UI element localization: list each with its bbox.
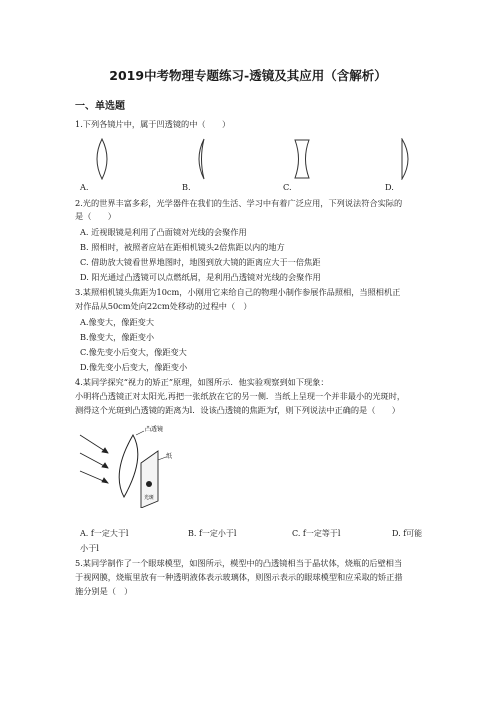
q2-option-b[interactable]: B. 照相时，被照者应站在距相机镜头2倍焦距以内的地方 xyxy=(80,242,285,252)
q4-option-b[interactable]: B. f一定小于l xyxy=(188,529,237,538)
question-4-stem-line2: 小明将凸透镜正对太阳光,再把一张纸放在它的另一侧．当纸上呈现一个并非最小的光斑时， xyxy=(75,391,406,401)
q1-option-c[interactable]: C. xyxy=(283,182,292,192)
q4-option-d[interactable]: D. f可能 xyxy=(392,529,423,538)
q3-option-c[interactable]: C.像先变小后变大，像距变大 xyxy=(80,347,187,357)
question-5-stem-line3: 施分别是（ ） xyxy=(75,586,133,596)
question-3-stem-line2: 对作品从50cm处向22cm处移动的过程中（ ） xyxy=(75,301,252,311)
figure-label-lens: 凸透镜 xyxy=(145,426,164,433)
plano-convex-lens-icon xyxy=(392,138,416,180)
meniscus-lens-icon xyxy=(190,138,214,180)
document-title: 2019中考物理专题练习-透镜及其应用（含解析） xyxy=(109,68,387,83)
question-5-stem-line1: 5.某同学制作了一个眼球模型，如图所示，模型中的凸透镜相当于晶状体，烧瓶的后壁相当 xyxy=(75,558,403,568)
q1-option-a[interactable]: A. xyxy=(80,182,89,192)
question-3-stem-line1: 3.某照相机镜头焦距为10cm，小刚用它来给自己的物理小制作参展作品照相，当照相机正 xyxy=(75,287,401,297)
q2-option-a[interactable]: A. 近视眼镜是利用了凸面镜对光线的会聚作用 xyxy=(80,227,247,237)
q3-option-b[interactable]: B.像变大，像距变小 xyxy=(80,332,155,342)
q2-option-c[interactable]: C. 借助放大镜看世界地图时，地图到放大镜的距离应大于一倍焦距 xyxy=(80,257,321,267)
biconcave-lens-icon xyxy=(290,138,314,180)
q3-option-d[interactable]: D.像先变小后变大，像距变小 xyxy=(80,362,188,372)
section-heading: 一、单选题 xyxy=(75,101,125,112)
question-2-stem-line1: 2.光的世界丰富多彩，光学器件在我们的生活、学习中有着广泛应用，下列说法符合实际的 xyxy=(75,198,403,208)
q4-option-a[interactable]: A. f一定大于l xyxy=(80,529,129,538)
question-5-stem-line2: 于视网膜，烧瓶里放有一种透明液体表示玻璃体，则图示表示的眼球模型和应采取的矫正措 xyxy=(75,572,403,582)
question-2-stem-line2: 是（ ） xyxy=(75,211,116,221)
question-4-stem-line3: 测得这个光斑到凸透镜的距离为l．设该凸透镜的焦距为f，则下列说法中正确的是（ ） xyxy=(75,405,400,415)
lens-experiment-figure xyxy=(78,413,180,508)
biconvex-lens-icon xyxy=(90,138,114,180)
figure-label-spot: 光斑 xyxy=(144,495,155,501)
q1-option-d[interactable]: D. xyxy=(385,182,394,192)
q3-option-a[interactable]: A.像变大，像距变大 xyxy=(80,317,155,327)
question-4-stem-line1: 4.某同学探究“视力的矫正”原理，如图所示．他实验观察到如下现象： xyxy=(75,377,329,387)
question-1-stem: 1.下列各镜片中，属于凹透镜的中（ ） xyxy=(75,119,231,129)
q4-option-c[interactable]: C. f一定等于l xyxy=(292,529,341,538)
q1-option-b[interactable]: B. xyxy=(182,182,191,192)
q4-option-d-wrap: 小于l xyxy=(80,543,99,553)
figure-label-paper: 纸 xyxy=(166,453,173,460)
q2-option-d[interactable]: D. 阳光通过凸透镜可以点燃纸屑，是利用凸透镜对光线的会聚作用 xyxy=(80,272,321,282)
